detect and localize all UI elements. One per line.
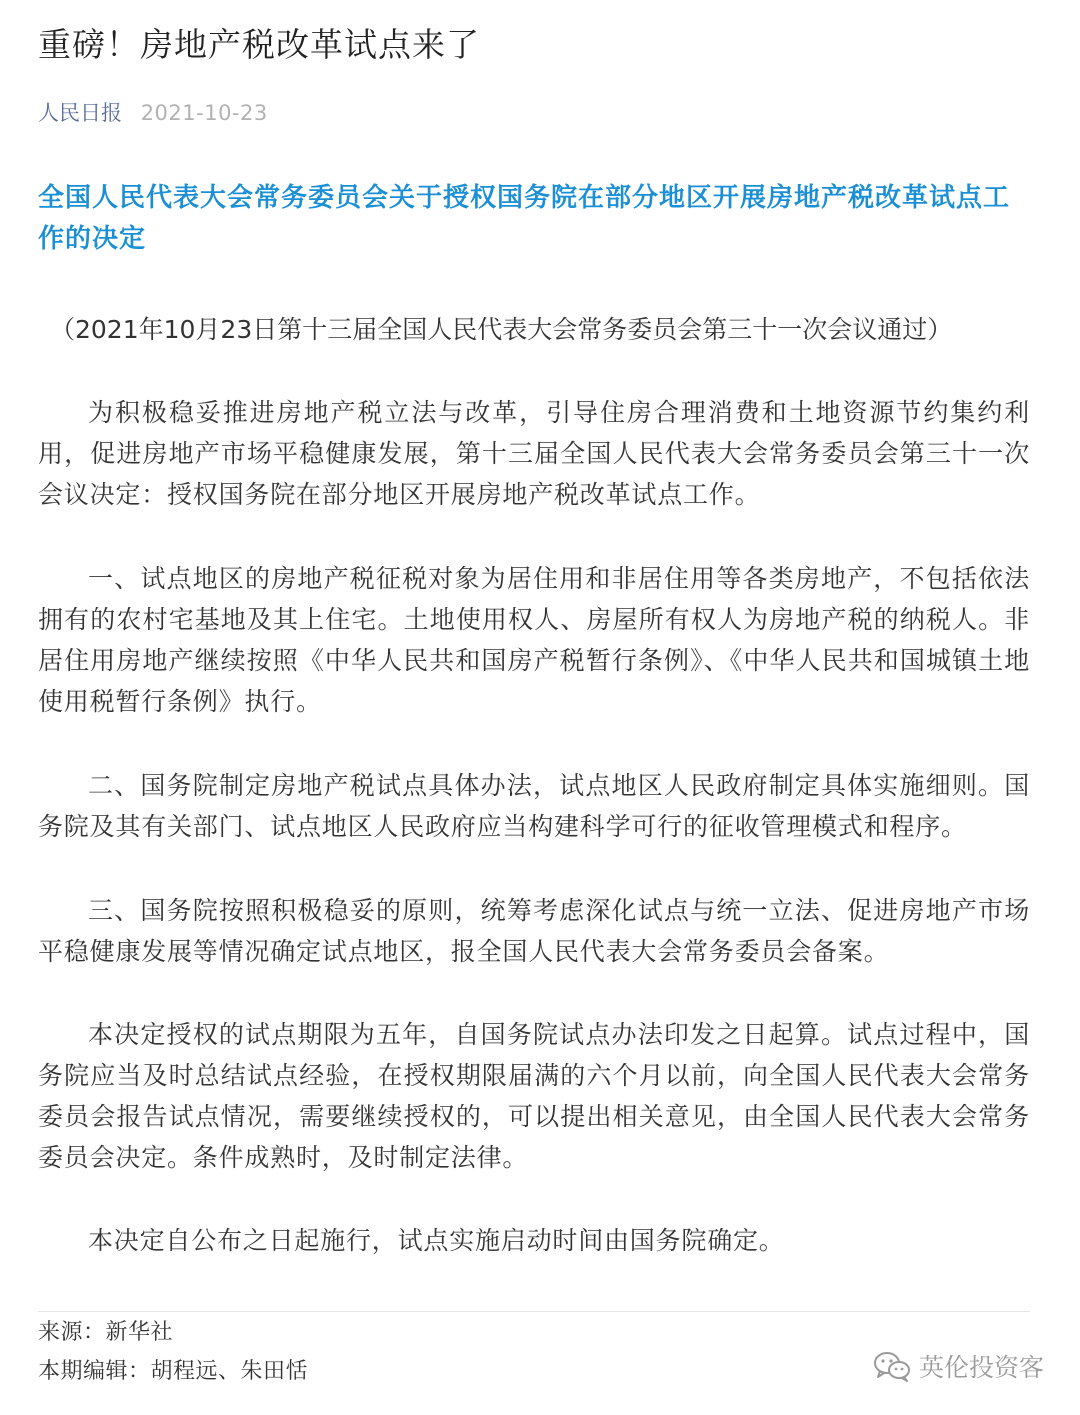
publish-date: 2021-10-23 [140,101,268,125]
article-meta [38,98,1030,128]
article [38,0,1030,1261]
footer-source: 来源：新华社 [38,1320,174,1345]
body-paragraph: 三、国务院按照积极稳妥的原则，统筹考虑深化试点与统一立法、促进房地产市场平稳健康发展等情况确定试点地区，报全国人民代表大会常务委员会备案。 [38,896,1030,966]
body-paragraph: 二、国务院制定房地产税试点具体办法，试点地区人民政府制定具体实施细则。国务院及其有关部门、试点地区人民政府应当构建科学可行的征收管理模式和程序。 [38,771,1030,841]
watermark-text: 英伦投资客 [918,1353,1044,1382]
body-paragraph: 本决定自公布之日起施行，试点实施启动时间由国务院确定。 [88,1226,785,1255]
body-paragraph: 本决定授权的试点期限为五年，自国务院试点办法印发之日起算。试点过程中，国务院应当及时总结试点经验，在授权期限届满的六个月以前，向全国人民代表大会常务委员会报告试点情况，需要继续授权的，可以提出相关意见，由全国人民代表大会常务委员会决定。条件成熟时，及时制定法律。 [38,1020,1030,1172]
wechat-icon [873,1350,911,1382]
footer-divider [38,1311,1030,1312]
article-title: 重磅！房地产税改革试点来了 [38,25,480,64]
decision-title: 全国人民代表大会常务委员会关于授权国务院在部分地区开展房地产税改革试点工作的决定 [38,183,1011,254]
account-name-link[interactable]: 人民日报 [38,101,122,125]
adopted-note: （2021年10月23日第十三届全国人民代表大会常务委员会第三十一次会议通过） [50,315,953,344]
account-watermark [873,1346,1044,1386]
body-paragraph: 为积极稳妥推进房地产税立法与改革，引导住房合理消费和土地资源节约集约利用，促进房地产市场平稳健康发展，第十三届全国人民代表大会常务委员会第三十一次会议决定：授权国务院在部分地区开展房地产税改革试点工作。 [38,398,1030,509]
footer-editor: 本期编辑：胡程远、朱田恬 [38,1359,309,1384]
body-paragraph: 一、试点地区的房地产税征税对象为居住用和非居住用等各类房地产，不包括依法拥有的农村宅基地及其上住宅。土地使用权人、房屋所有权人为房地产税的纳税人。非居住用房地产继续按照《中华人民共和国房产税暂行条例》、《中华人民共和国城镇土地使用税暂行条例》执行。 [38,564,1030,716]
